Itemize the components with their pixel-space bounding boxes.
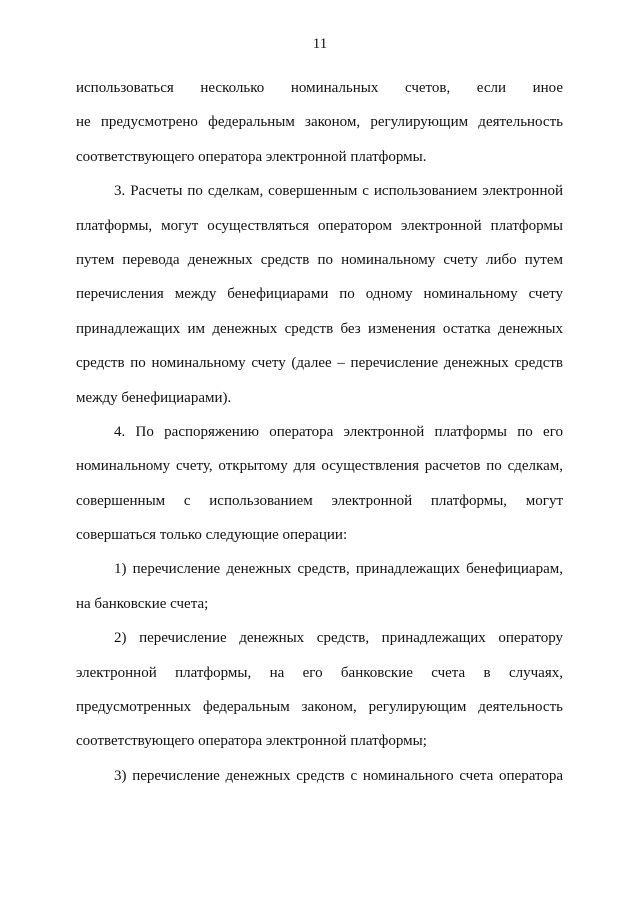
text-line: платформы, могут осуществляться оператором электронной платформы xyxy=(76,217,563,234)
text-line: принадлежащих им денежных средств без изменения остатка денежных xyxy=(76,320,563,337)
text-line: средств по номинальному счету (далее – перечисление денежных средств xyxy=(76,355,563,372)
text-line: 3) перечисление денежных средств с номинального счета оператора xyxy=(114,767,563,784)
paragraph-item-3 xyxy=(76,174,563,415)
subitem-3 xyxy=(76,759,563,793)
subitem-1 xyxy=(76,552,563,621)
body-text xyxy=(76,71,563,793)
text-line: путем перевода денежных средств по номинальному счету либо путем xyxy=(76,251,563,268)
text-line: на банковские счета; xyxy=(76,595,209,612)
text-line: 4. По распоряжению оператора электронной платформы по его xyxy=(114,423,563,440)
text-line: соответствующего оператора электронной платформы; xyxy=(76,733,427,750)
text-line: перечисления между бенефициарами по одному номинальному счету xyxy=(76,286,563,303)
text-line: 1) перечисление денежных средств, принадлежащих бенефициарам, xyxy=(114,561,563,578)
text-line: 3. Расчеты по сделкам, совершенным с использованием электронной xyxy=(114,183,563,200)
subitem-2 xyxy=(76,621,563,759)
page-number: 11 xyxy=(312,36,328,52)
text-line: предусмотренных федеральным законом, регулирующим деятельность xyxy=(76,699,563,716)
text-line: использоваться несколько номинальных счетов, если иное xyxy=(76,80,563,96)
paragraph-continuation xyxy=(76,71,563,174)
text-line: совершенным с использованием электронной платформы, могут xyxy=(76,492,563,509)
text-line: соответствующего оператора электронной платформы. xyxy=(76,148,427,165)
text-line: не предусмотрено федеральным законом, регулирующим деятельность xyxy=(76,114,563,131)
text-line: электронной платформы, на его банковские счета в случаях, xyxy=(76,664,563,681)
text-line: совершаться только следующие операции: xyxy=(76,527,348,544)
text-line: 2) перечисление денежных средств, принадлежащих оператору xyxy=(114,630,563,647)
text-line: номинальному счету, открытому для осуществления расчетов по сделкам, xyxy=(76,458,563,475)
text-line: между бенефициарами). xyxy=(76,389,232,406)
paragraph-item-4 xyxy=(76,415,563,553)
